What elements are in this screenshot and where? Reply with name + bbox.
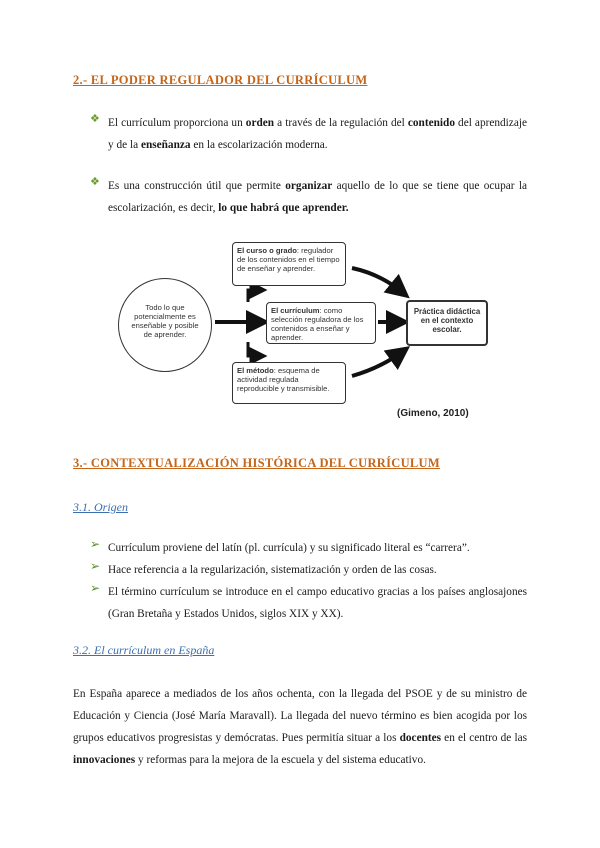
box-title: El currículum [271, 306, 320, 315]
text: En España aparece a mediados de los años ochenta, con la llegada del PSOE y de su ministro de Educación y Ciencia (José María Maravall). La llegada del nuevo término es bien acogida por los grupos educativos progresistas y demócratas. Pues permitía situar a los [73, 688, 527, 744]
subsection-3-1-heading: 3.1. Origen [73, 500, 128, 514]
arrow-bullet-icon: ➢ [90, 537, 101, 551]
diagram-caption: (Gimeno, 2010) [397, 408, 469, 419]
text: aquello de lo que se tiene que ocupar la escolarización, es decir, [108, 180, 527, 214]
circle-text: Todo lo que potencialmente es enseñable y posible de aprender. [131, 303, 199, 339]
text: en la escolarización moderna. [190, 139, 328, 151]
list-item-text: El término currículum se introduce en el campo educativo gracias a los países anglosajones (Gran Bretaña y Estados Unidos, siglos XIX y XX). [108, 586, 527, 620]
keyword: contenido [407, 117, 455, 129]
potential-content-circle [118, 278, 212, 372]
grade-box [232, 242, 346, 286]
text: en el centro de las [441, 732, 527, 744]
list-item [90, 581, 527, 625]
arrow-grade-to-practice [352, 268, 402, 292]
arrow-up-to-grade [248, 290, 260, 302]
text: a través de la regulación del [274, 117, 408, 129]
box-text: : regulador de los contenidos en el tiempo de enseñar y aprender. [237, 246, 340, 273]
method-box [232, 362, 346, 404]
text: y reformas para la mejora de la escuela y del sistema educativo. [135, 754, 426, 766]
arrow-bullet-icon: ➢ [90, 581, 101, 595]
keyword: enseñanza [140, 139, 191, 151]
subsection-3-2-heading: 3.2. El currículum en España [73, 643, 215, 657]
box-title: El método [237, 366, 274, 375]
practice-text: Práctica didáctica en el contexto escolar. [413, 307, 481, 334]
text: Es una construcción útil que permite [108, 180, 286, 192]
list-item [90, 175, 527, 219]
keyword: lo que habrá que aprender. [218, 202, 349, 214]
keyword: docentes [399, 732, 442, 744]
keyword: innovaciones [73, 754, 136, 766]
box-text: : esquema de actividad regulada reproducible y transmisible. [237, 366, 330, 393]
curriculum-box [266, 302, 376, 344]
section-2-heading: 2.- EL PODER REGULADOR DEL CURRÍCULUM [73, 73, 368, 87]
paragraph [73, 683, 527, 771]
box-text: : como selección reguladora de los contenidos a enseñar y aprender. [271, 306, 364, 342]
list-item-text: Hace referencia a la regularización, sistematización y orden de las cosas. [108, 564, 437, 576]
list-item [90, 537, 527, 559]
diamond-bullet-icon: ❖ [90, 176, 100, 188]
list-item [90, 559, 527, 581]
list-item [90, 112, 527, 156]
arrow-bullet-icon: ➢ [90, 559, 101, 573]
diamond-bullet-icon: ❖ [90, 113, 100, 125]
arrow-down-to-method [248, 342, 260, 356]
text: del aprendizaje y de la [108, 117, 527, 151]
list-item-text: Currículum proviene del latín (pl. currícula) y su significado literal es “carrera”. [108, 542, 470, 554]
keyword: organizar [285, 180, 333, 192]
practice-box [406, 300, 488, 346]
keyword: orden [245, 117, 275, 129]
arrow-method-to-practice [352, 352, 402, 376]
box-title: El curso o grado [237, 246, 297, 255]
text: El currículum proporciona un [108, 117, 246, 129]
curriculum-diagram [110, 238, 500, 428]
section-3-heading: 3.- CONTEXTUALIZACIÓN HISTÓRICA DEL CURRÍCULUM [73, 456, 440, 470]
